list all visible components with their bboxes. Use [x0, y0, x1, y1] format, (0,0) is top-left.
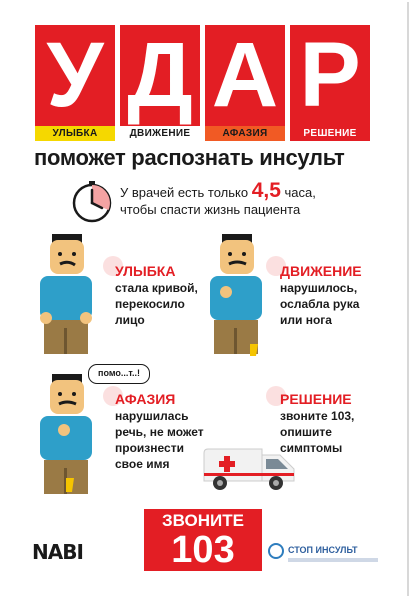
time-prefix: У врачей есть только — [120, 185, 249, 200]
caption-smile: УЛЫБКА — [35, 126, 115, 141]
decision-line-1: звоните 103, — [280, 409, 355, 423]
decision-line-3: симптомы — [280, 441, 343, 455]
movement-title: ДВИЖЕНИЕ — [280, 263, 362, 279]
stop-stroke-logo: СТОП ИНСУЛЬТ — [288, 545, 358, 555]
smile-title: УЛЫБКА — [115, 263, 176, 279]
header-letter-d: Д — [120, 25, 200, 126]
smile-line-2: перекосило — [115, 297, 185, 311]
aphasia-line-4: свое имя — [115, 457, 170, 471]
man-aphasia-figure — [30, 368, 102, 498]
speech-bubble: помо...т..! — [88, 364, 150, 384]
stop-stroke-logo-icon — [268, 543, 284, 559]
section-movement — [280, 262, 380, 328]
header-letter-r: Р — [290, 25, 370, 126]
time-hours: 4,5 — [251, 179, 281, 202]
header-letter-a: А — [205, 25, 285, 126]
header-letter-u: У — [35, 25, 115, 126]
time-suffix: часа, — [284, 185, 316, 200]
decision-title: РЕШЕНИЕ — [280, 391, 352, 407]
caption-movement: ДВИЖЕНИЕ — [120, 126, 200, 141]
nabi-logo: NABI — [32, 540, 83, 564]
time-line2: чтобы спасти жизнь пациента — [120, 202, 301, 217]
page-subtitle: поможет распознать инсульт — [34, 145, 345, 170]
clock-icon — [70, 180, 114, 224]
stop-stroke-tagline — [288, 558, 378, 562]
caption-decision: РЕШЕНИЕ — [290, 126, 370, 141]
ambulance-icon — [200, 443, 300, 493]
cta-number: 103 — [171, 529, 235, 571]
smile-line-1: стала кривой, — [115, 281, 198, 295]
caption-aphasia: АФАЗИЯ — [205, 126, 285, 141]
movement-line-1: нарушилось, — [280, 281, 358, 295]
man-movement-figure — [200, 232, 272, 358]
movement-line-3: или нога — [280, 313, 332, 327]
aphasia-line-3: произнести — [115, 441, 184, 455]
movement-line-2: ослабла рука — [280, 297, 360, 311]
decision-line-2: опишите — [280, 425, 332, 439]
aphasia-title: АФАЗИЯ — [115, 391, 176, 407]
time-notice — [120, 179, 350, 218]
man-smile-figure — [30, 232, 102, 358]
aphasia-line-1: нарушилась — [115, 409, 189, 423]
aphasia-line-2: речь, не может — [115, 425, 204, 439]
smile-line-3: лицо — [115, 313, 145, 327]
call-103-box — [144, 509, 262, 571]
cta-line-1: ЗВОНИТЕ — [162, 511, 244, 530]
